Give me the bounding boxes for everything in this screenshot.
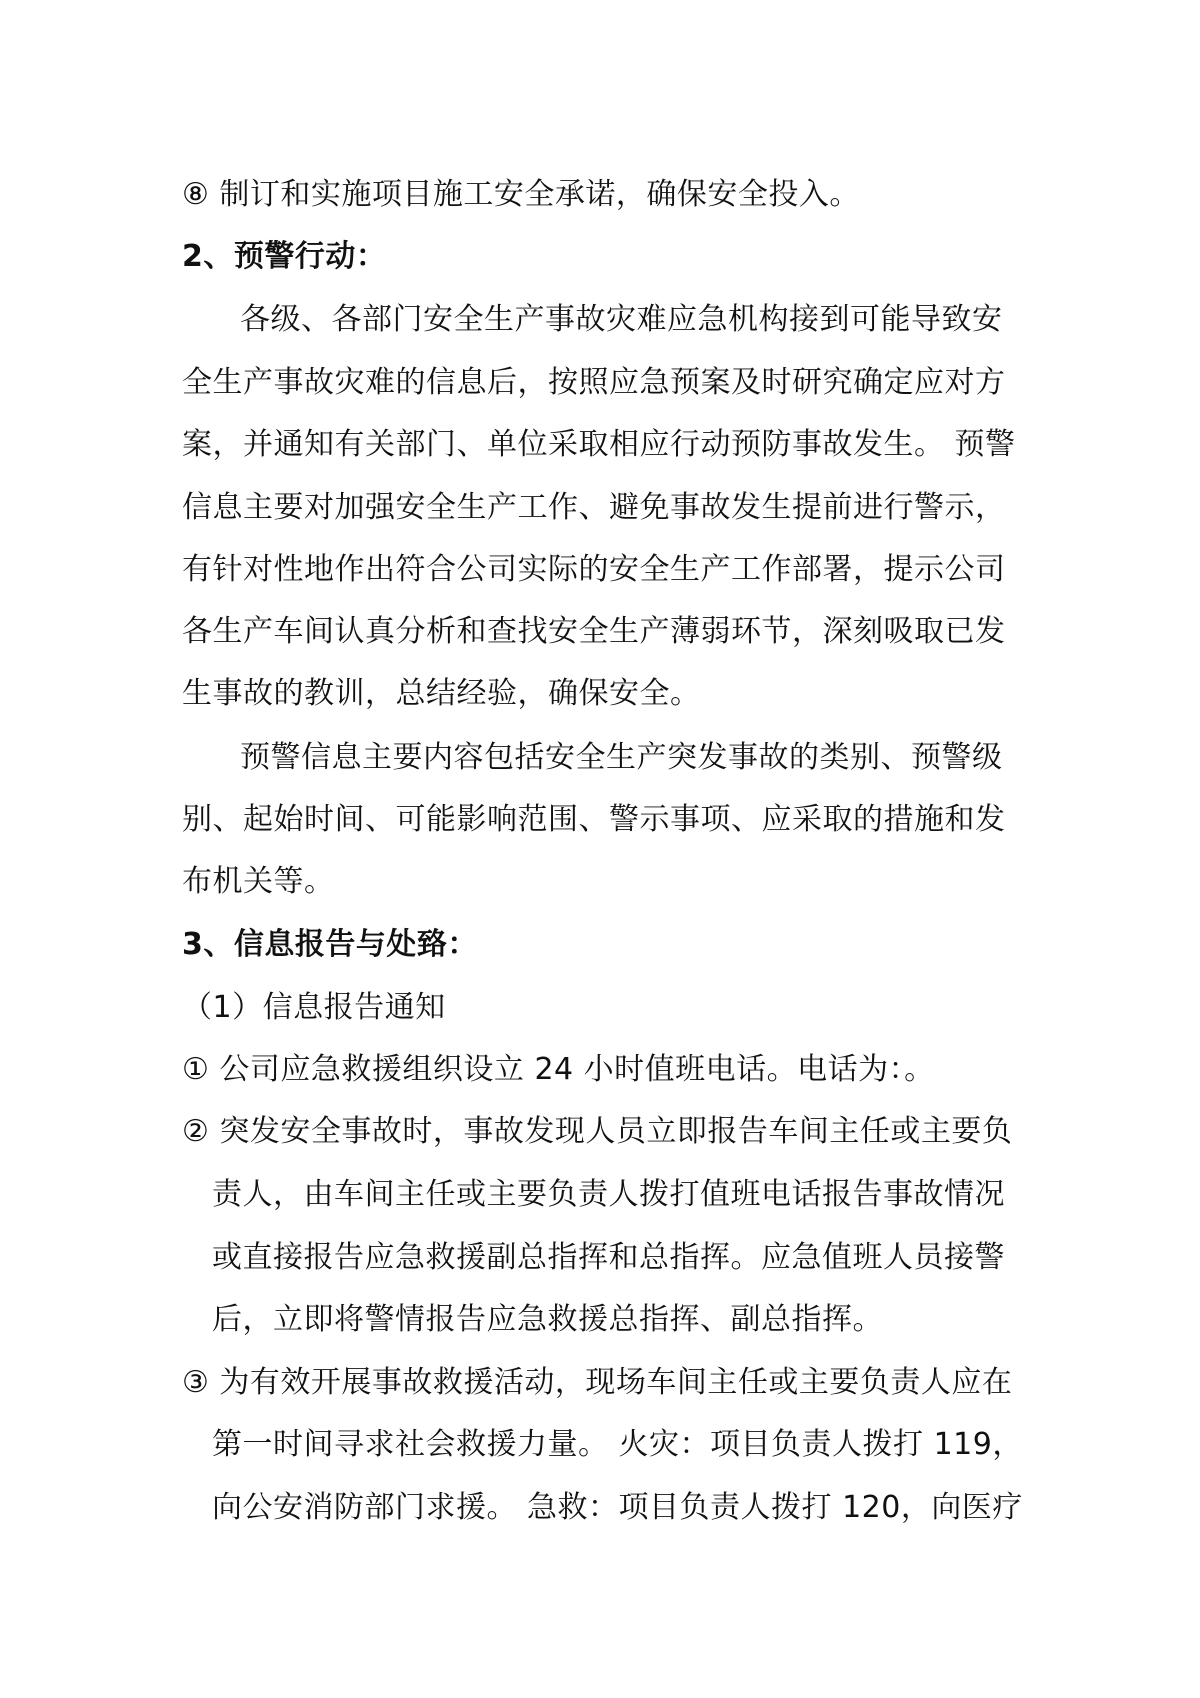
- list-item-2-continuation: 责人，由车间主任或主要负责人拨打值班电话报告事故情况: [212, 1177, 1005, 1212]
- paragraph-line: 信息主要对加强安全生产工作、避免事故发生提前进行警示，: [182, 490, 1006, 525]
- list-item-8: ⑧ 制订和实施项目施工安全承诺，确保安全投入。: [182, 177, 860, 212]
- paragraph-line: 全生产事故灾难的信息后，按照应急预案及时研究确定应对方: [182, 365, 1006, 400]
- paragraph-line: 预警信息主要内容包括安全生产突发事故的类别、预警级: [240, 740, 1003, 775]
- list-item-2-continuation: 后，立即将警情报告应急救援总指挥、副总指挥。: [212, 1302, 883, 1337]
- paragraph-line: 布机关等。: [182, 864, 335, 899]
- list-item-3-continuation: 第一时间寻求社会救援力量。 火灾：项目负责人拨打 119，: [212, 1427, 1023, 1462]
- section-heading-warning-action: 2、预警行动：: [182, 239, 387, 274]
- list-item-3-continuation: 向公安消防部门求援。 急救：项目负责人拨打 120，向医疗: [212, 1490, 1023, 1525]
- paragraph-line: 各级、各部门安全生产事故灾难应急机构接到可能导致安: [240, 302, 1003, 337]
- list-item-2-continuation: 或直接报告应急救援副总指挥和总指挥。应急值班人员接警: [212, 1240, 1005, 1275]
- paragraph-line: 案，并通知有关部门、单位采取相应行动预防事故发生。 预警: [182, 427, 1016, 462]
- list-item-3: ③ 为有效开展事故救援活动，现场车间主任或主要负责人应在: [182, 1365, 1013, 1400]
- list-item-1: ① 公司应急救援组织设立 24 小时值班电话。电话为：。: [182, 1052, 935, 1087]
- section-heading-info-report: 3、信息报告与处臵：: [182, 927, 478, 962]
- paragraph-line: 生事故的教训，总结经验，确保安全。: [182, 676, 701, 711]
- paragraph-line: 有针对性地作出符合公司实际的安全生产工作部署，提示公司: [182, 552, 1006, 587]
- paragraph-line: 别、起始时间、可能影响范围、警示事项、应采取的措施和发: [182, 802, 1006, 837]
- list-item-2: ② 突发安全事故时，事故发现人员立即报告车间主任或主要负: [182, 1114, 1013, 1149]
- subsection-heading: （1）信息报告通知: [182, 990, 446, 1025]
- paragraph-line: 各生产车间认真分析和查找安全生产薄弱环节，深刻吸取已发: [182, 614, 1006, 649]
